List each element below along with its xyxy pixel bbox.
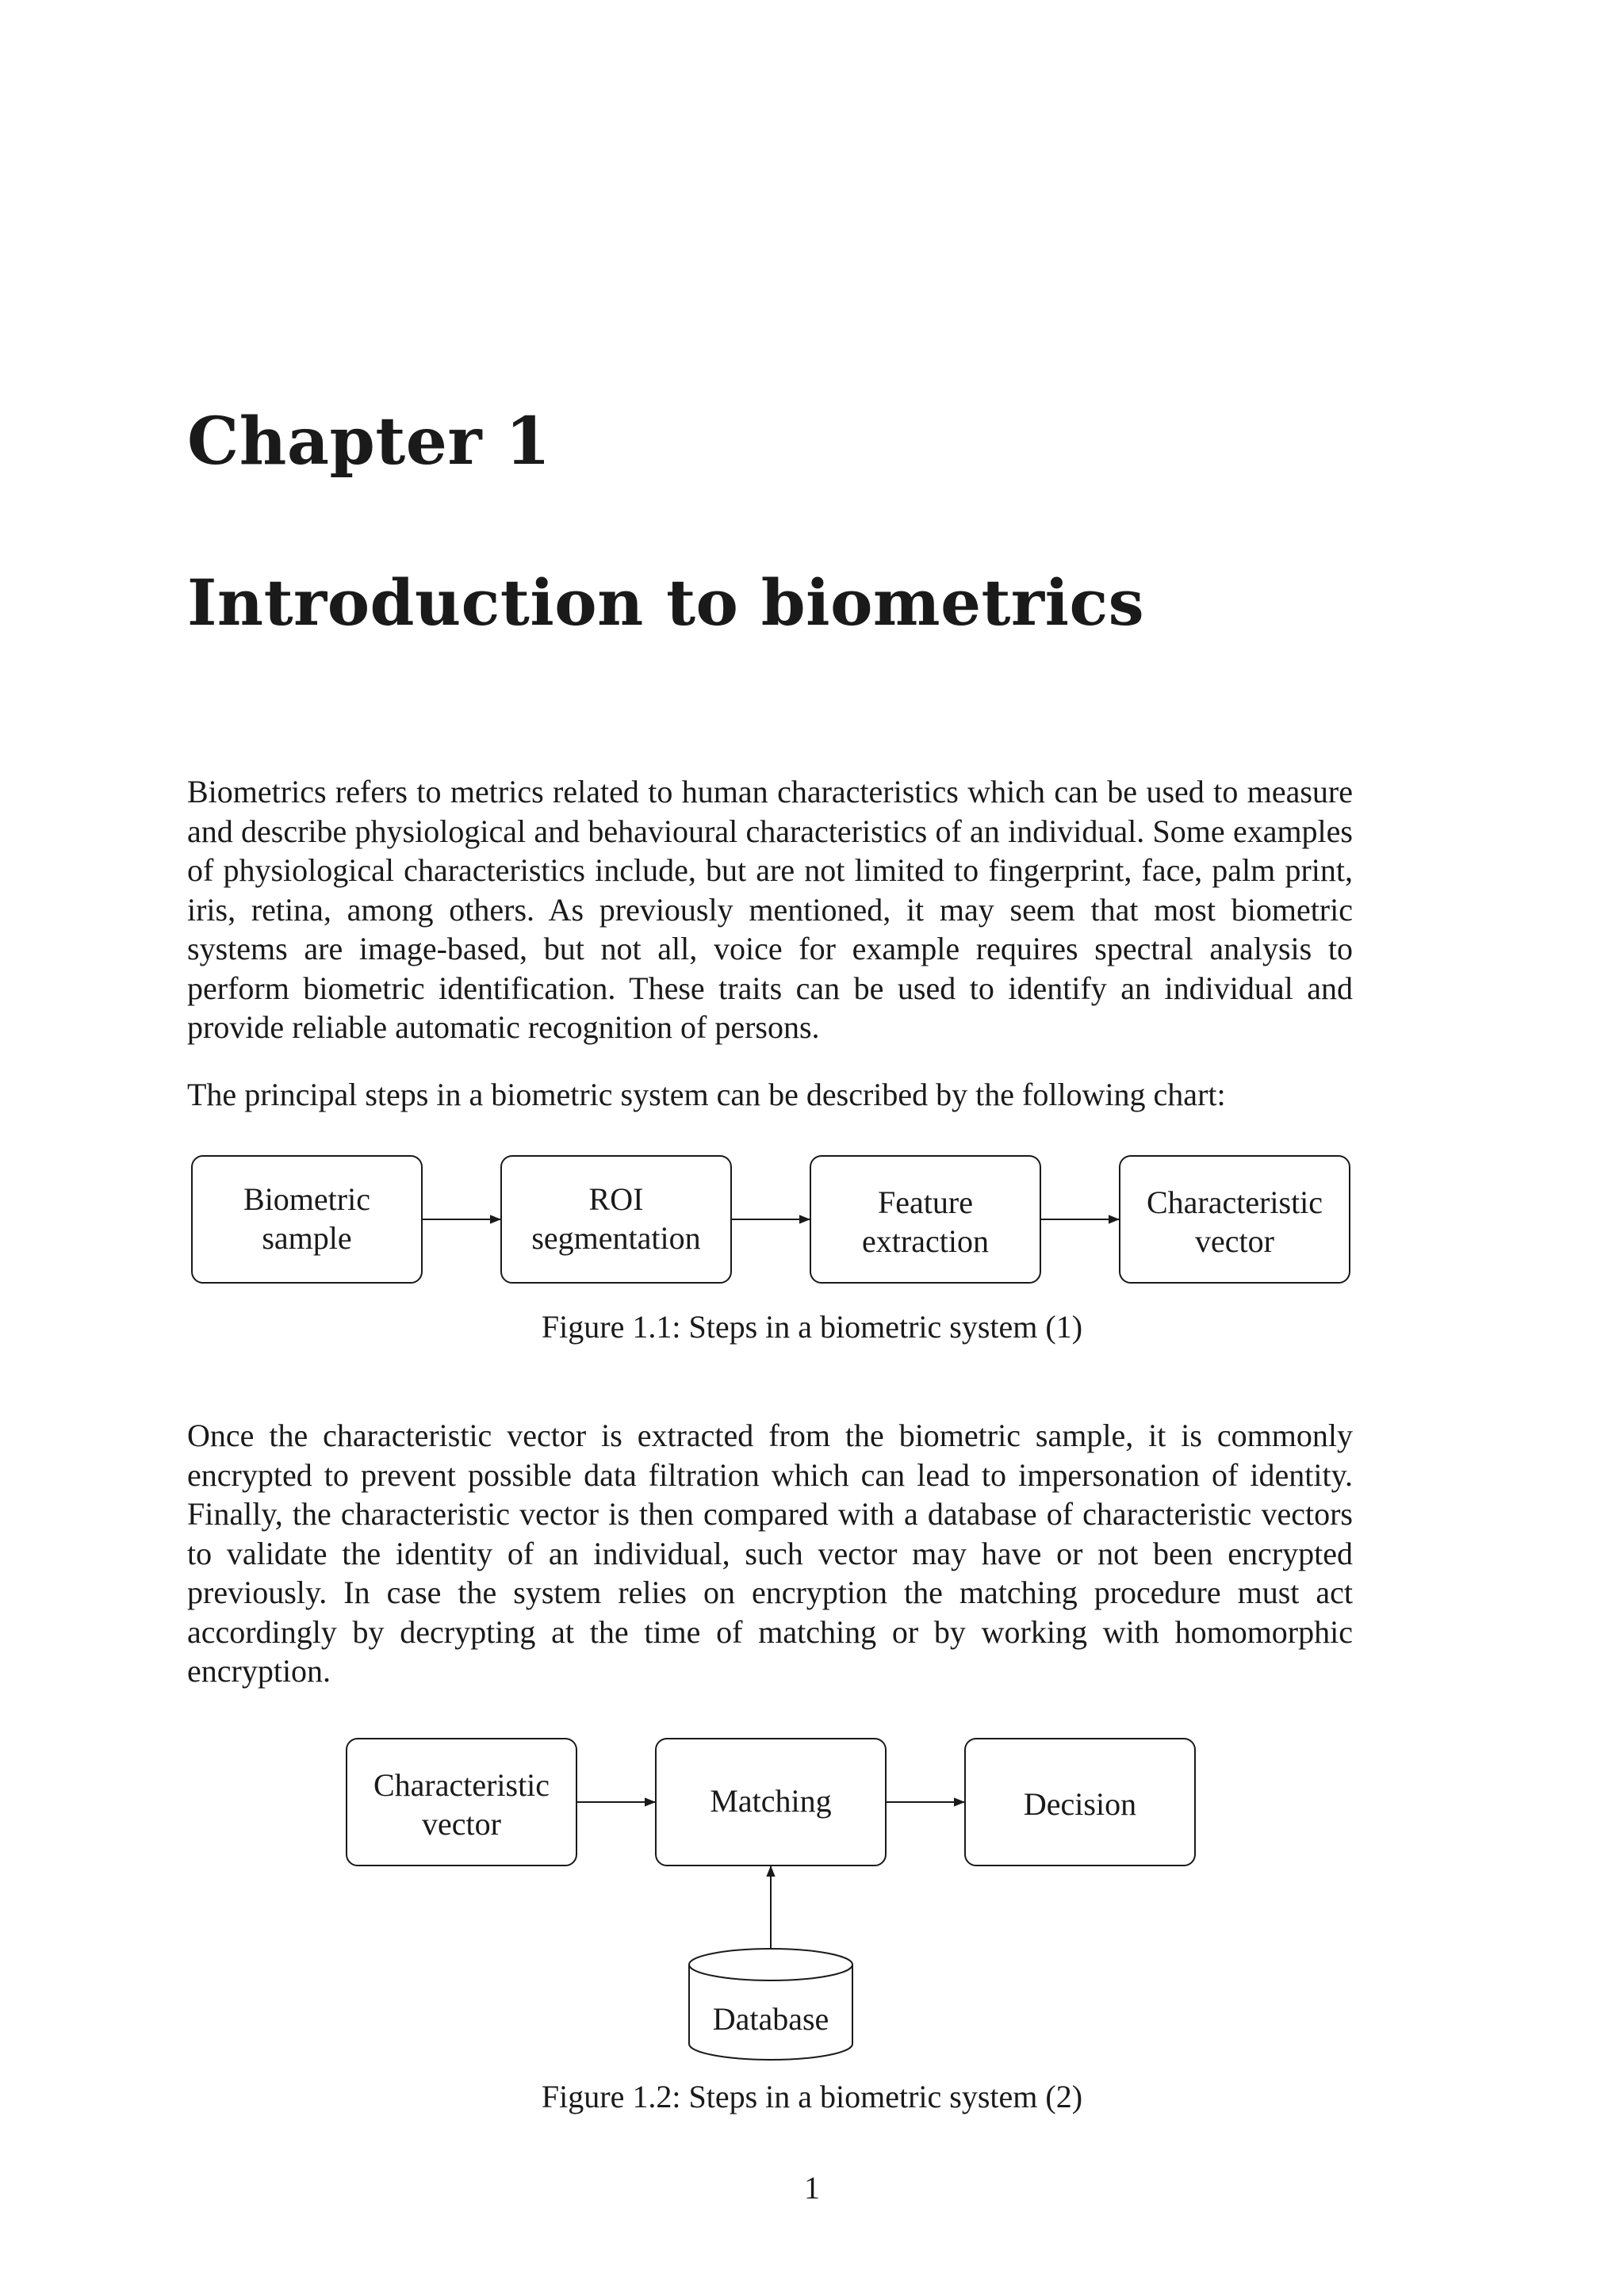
chapter-title: Introduction to biometrics bbox=[187, 565, 1145, 640]
node-label: sample bbox=[262, 1220, 352, 1256]
figure-1-caption: Figure 1.1: Steps in a biometric system (1) bbox=[541, 1309, 1083, 1345]
node-label: Biometric bbox=[243, 1181, 370, 1217]
node-label: Database bbox=[712, 2001, 829, 2037]
node-label: Characteristic bbox=[1146, 1184, 1323, 1220]
node-label: Matching bbox=[710, 1783, 832, 1819]
node-label: vector bbox=[422, 1806, 501, 1842]
node-label: vector bbox=[1195, 1223, 1274, 1259]
node-label: Decision bbox=[1023, 1786, 1137, 1822]
paragraph-chart-intro: The principal steps in a biometric system can be described by the following chart: bbox=[187, 1077, 1226, 1112]
node-label: segmentation bbox=[531, 1220, 701, 1256]
chapter-label: Chapter 1 bbox=[187, 404, 551, 480]
node-label: extraction bbox=[862, 1223, 989, 1259]
paragraph-encryption: Once the characteristic vector is extracted from the biometric sample, it is commonly encrypted to prevent possible data filtration which can lead to impersonation of identity. Finally, the characteristic vector is then compared with a database of characteristic vectors to validate the identity of an individual, such vector may have or not been encrypted previously. In case the system relies on encryption the matching procedure must act accordingly by decrypting at the time of matching or by working with homomorphic encryption. bbox=[187, 1418, 1353, 1689]
node-label: Feature bbox=[878, 1184, 973, 1220]
paragraph-intro: Biometrics refers to metrics related to human characteristics which can be used to measure and describe physiological and behavioural characteristics of an individual. Some examples of physiological characteristics include, but are not limited to fingerprint, face, palm print, iris, retina, among others. As previously mentioned, it may seem that most biometric systems are image-based, but not all, voice for example requires spectral analysis to perform biometric identification. These traits can be used to identify an individual and provide reliable automatic recognition of persons. bbox=[187, 774, 1353, 1045]
figure-2-caption: Figure 1.2: Steps in a biometric system (2) bbox=[541, 2079, 1083, 2114]
node-label: Characteristic bbox=[373, 1767, 550, 1803]
node-label: ROI bbox=[588, 1181, 644, 1217]
page-number: 1 bbox=[804, 2170, 820, 2206]
